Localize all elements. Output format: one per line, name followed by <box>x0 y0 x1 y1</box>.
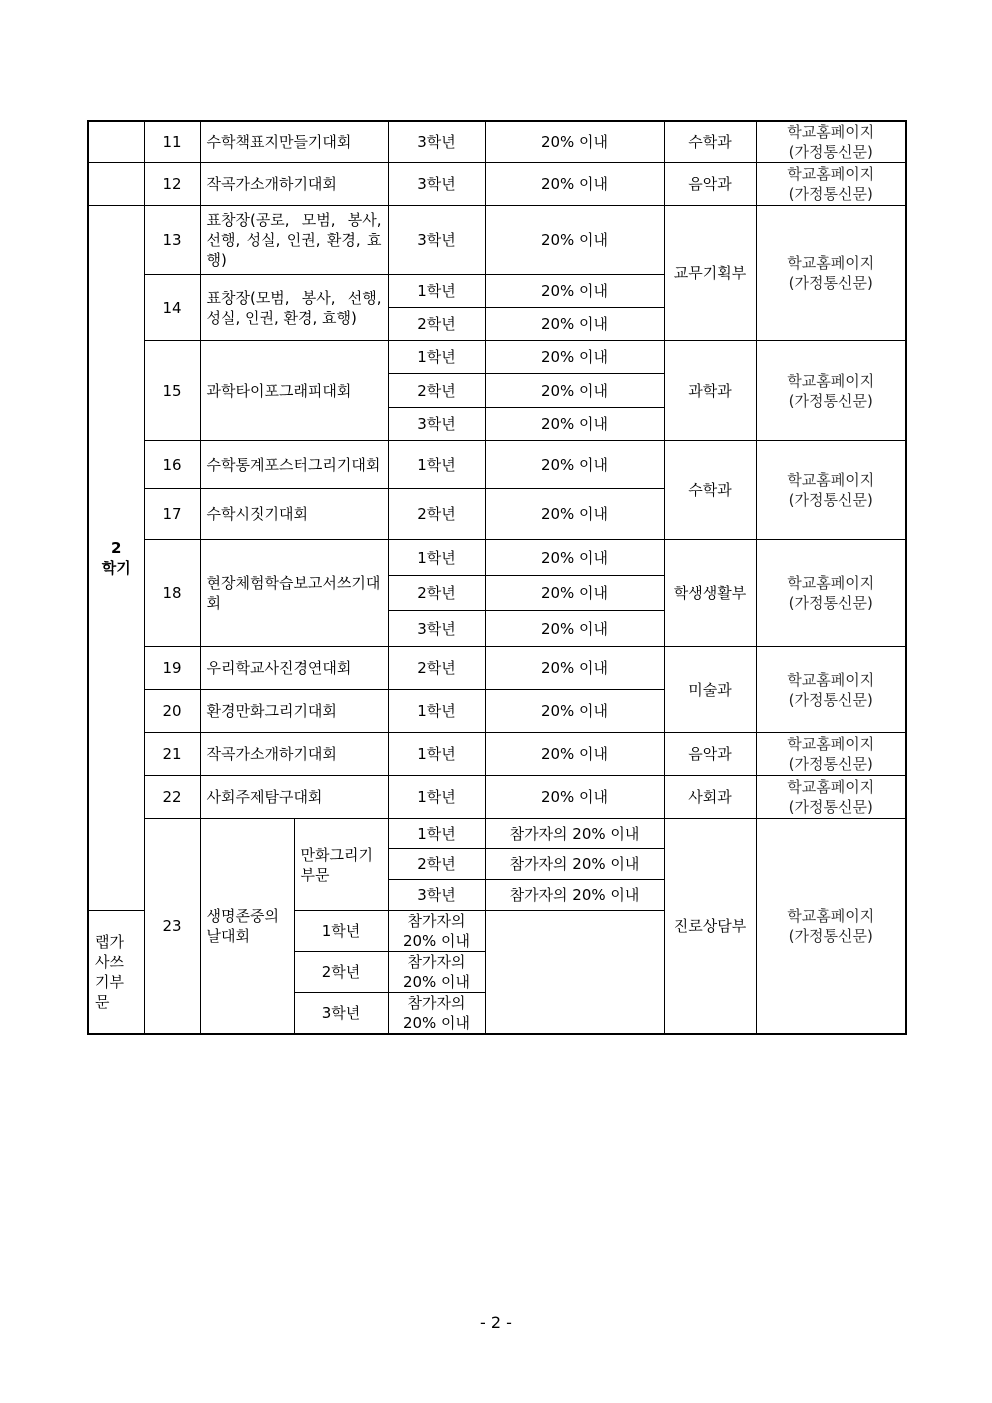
table-row <box>88 206 906 275</box>
contest-name: 수학통계포스터그리기대회 <box>200 441 388 489</box>
publish-cell: 학교홈페이지 (가정통신문) <box>756 647 906 733</box>
grade-cell: 1학년 <box>388 733 485 776</box>
grade-cell: 2학년 <box>388 849 485 880</box>
grade-cell: 2학년 <box>388 374 485 408</box>
contest-name: 표창장(모범, 봉사, 선행, 성실, 인권, 환경, 효행) <box>200 275 388 341</box>
grade-cell: 3학년 <box>294 993 388 1035</box>
table-row <box>88 441 906 489</box>
publish-cell: 학교홈페이지 (가정통신문) <box>756 819 906 1035</box>
grade-cell: 1학년 <box>388 690 485 733</box>
ratio-cell: 20% 이내 <box>485 576 664 611</box>
grade-cell: 2학년 <box>294 952 388 993</box>
row-number: 12 <box>144 163 200 206</box>
table-row <box>88 819 906 849</box>
row-number: 14 <box>144 275 200 341</box>
grade-cell: 1학년 <box>388 275 485 308</box>
dept-cell: 학생생활부 <box>664 540 756 647</box>
dept-cell: 미술과 <box>664 647 756 733</box>
contest-name: 우리학교사진경연대회 <box>200 647 388 690</box>
table-row <box>88 163 906 206</box>
dept-cell: 교무기획부 <box>664 206 756 341</box>
grade-cell: 1학년 <box>294 911 388 952</box>
semester-cell: 2 학기 <box>88 206 144 911</box>
grade-cell: 1학년 <box>388 776 485 819</box>
ratio-cell: 20% 이내 <box>485 206 664 275</box>
row-number: 21 <box>144 733 200 776</box>
ratio-cell: 20% 이내 <box>485 776 664 819</box>
table-row <box>88 733 906 776</box>
table-row <box>88 647 906 690</box>
contest-name: 표창장(공로, 모범, 봉사, 선행, 성실, 인권, 환경, 효행) <box>200 206 388 275</box>
sub-category: 만화그리기부문 <box>294 819 388 911</box>
ratio-cell: 20% 이내 <box>485 441 664 489</box>
row-number: 18 <box>144 540 200 647</box>
grade-cell: 3학년 <box>388 611 485 647</box>
dept-cell: 사회과 <box>664 776 756 819</box>
dept-cell: 수학과 <box>664 441 756 540</box>
contest-name: 현장체험학습보고서쓰기대회 <box>200 540 388 647</box>
ratio-cell: 20% 이내 <box>485 341 664 374</box>
grade-cell: 2학년 <box>388 647 485 690</box>
dept-cell: 과학과 <box>664 341 756 441</box>
semester-cell-blank <box>88 163 144 206</box>
ratio-cell: 참가자의 20% 이내 <box>485 819 664 849</box>
semester-cell-blank <box>88 121 144 163</box>
ratio-cell: 20% 이내 <box>485 308 664 341</box>
table-row <box>88 341 906 374</box>
dept-cell: 진로상담부 <box>664 819 756 1035</box>
contest-name: 작곡가소개하기대회 <box>200 733 388 776</box>
contest-name: 과학타이포그래피대회 <box>200 341 388 441</box>
row-number: 15 <box>144 341 200 441</box>
contest-name: 사회주제탐구대회 <box>200 776 388 819</box>
publish-cell: 학교홈페이지 (가정통신문) <box>756 441 906 540</box>
grade-cell: 1학년 <box>388 540 485 576</box>
ratio-cell: 20% 이내 <box>485 611 664 647</box>
ratio-cell: 참가자의 20% 이내 <box>485 849 664 880</box>
row-number: 22 <box>144 776 200 819</box>
grade-cell: 3학년 <box>388 163 485 206</box>
publish-cell: 학교홈페이지 (가정통신문) <box>756 206 906 341</box>
publish-cell: 학교홈페이지 (가정통신문) <box>756 121 906 163</box>
grade-cell: 3학년 <box>388 408 485 441</box>
row-number: 23 <box>144 819 200 1035</box>
ratio-cell: 20% 이내 <box>485 374 664 408</box>
ratio-cell: 20% 이내 <box>485 121 664 163</box>
grade-cell: 2학년 <box>388 489 485 540</box>
row-number: 20 <box>144 690 200 733</box>
grade-cell: 1학년 <box>388 441 485 489</box>
grade-cell: 3학년 <box>388 121 485 163</box>
contest-name: 수학책표지만들기대회 <box>200 121 388 163</box>
sub-category: 랩가사쓰기부문 <box>88 911 144 1035</box>
ratio-cell: 참가자의 20% 이내 <box>388 952 485 993</box>
ratio-cell: 참가자의 20% 이내 <box>388 911 485 952</box>
publish-cell: 학교홈페이지 (가정통신문) <box>756 540 906 647</box>
row-number: 16 <box>144 441 200 489</box>
table-row <box>88 540 906 576</box>
grade-cell: 2학년 <box>388 308 485 341</box>
table-row <box>88 776 906 819</box>
ratio-cell: 20% 이내 <box>485 540 664 576</box>
dept-cell: 수학과 <box>664 121 756 163</box>
publish-cell: 학교홈페이지 (가정통신문) <box>756 733 906 776</box>
ratio-cell: 참가자의 20% 이내 <box>388 993 485 1035</box>
dept-cell: 음악과 <box>664 733 756 776</box>
table-row <box>88 121 906 163</box>
award-table <box>87 120 907 1035</box>
ratio-cell: 20% 이내 <box>485 489 664 540</box>
contest-name: 환경만화그리기대회 <box>200 690 388 733</box>
grade-cell: 3학년 <box>388 880 485 911</box>
ratio-cell: 20% 이내 <box>485 733 664 776</box>
contest-name: 작곡가소개하기대회 <box>200 163 388 206</box>
grade-cell: 3학년 <box>388 206 485 275</box>
ratio-cell: 20% 이내 <box>485 690 664 733</box>
ratio-cell: 참가자의 20% 이내 <box>485 880 664 911</box>
grade-cell: 1학년 <box>388 819 485 849</box>
row-number: 13 <box>144 206 200 275</box>
publish-cell: 학교홈페이지 (가정통신문) <box>756 776 906 819</box>
row-number: 11 <box>144 121 200 163</box>
grade-cell: 2학년 <box>388 576 485 611</box>
dept-cell: 음악과 <box>664 163 756 206</box>
row-number: 19 <box>144 647 200 690</box>
ratio-cell: 20% 이내 <box>485 163 664 206</box>
publish-cell: 학교홈페이지 (가정통신문) <box>756 341 906 441</box>
ratio-cell: 20% 이내 <box>485 275 664 308</box>
contest-name: 수학시짓기대회 <box>200 489 388 540</box>
ratio-cell: 20% 이내 <box>485 408 664 441</box>
contest-name: 생명존중의날대회 <box>200 819 294 1035</box>
ratio-cell: 20% 이내 <box>485 647 664 690</box>
publish-cell: 학교홈페이지 (가정통신문) <box>756 163 906 206</box>
row-number: 17 <box>144 489 200 540</box>
page-number: - 2 - <box>480 1313 512 1332</box>
grade-cell: 1학년 <box>388 341 485 374</box>
